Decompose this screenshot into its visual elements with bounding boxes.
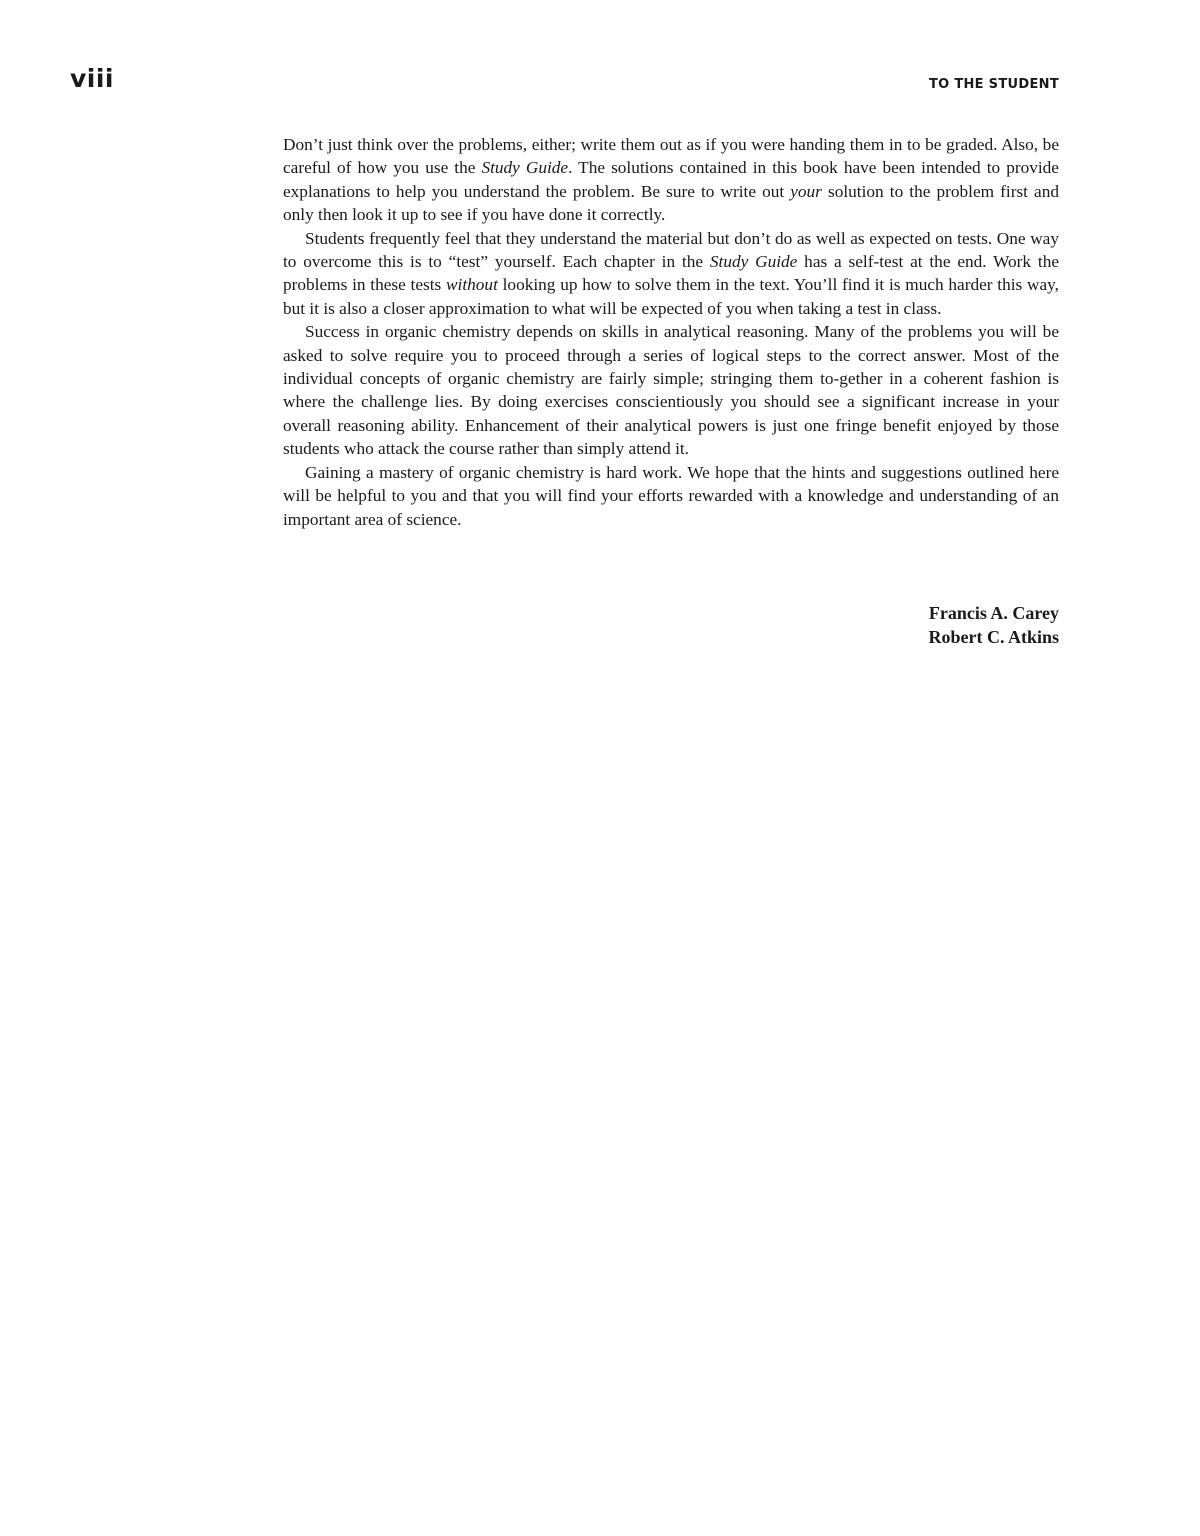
page-number: viii bbox=[70, 64, 115, 93]
body-text bbox=[283, 133, 1059, 531]
italic-text-segment: Study Guide bbox=[709, 252, 798, 272]
signature-block bbox=[928, 602, 1059, 649]
text-segment: looking up how to solve them in the text. You’ll find it is much harder this way, but it is also a closer approximation to what will be expected of you when taking a test in class. bbox=[283, 275, 1059, 318]
text-segment: solution to the problem first and only then look it up to see if you have done it correctly. bbox=[283, 181, 1059, 225]
italic-text-segment: your bbox=[790, 181, 822, 201]
running-header: TO THE STUDENT bbox=[928, 77, 1059, 92]
paragraph bbox=[283, 133, 1059, 227]
text-segment: Gaining a mastery of organic chemistry is hard work. We hope that the hints and suggestions outlined here will be helpful to you and that you will find your efforts rewarded with a knowledge and understanding of an important area of science. bbox=[283, 462, 1059, 529]
paragraph bbox=[283, 320, 1059, 460]
author-name: Francis A. Carey bbox=[928, 603, 1059, 623]
text-segment: Success in organic chemistry depends on skills in analytical reasoning. Many of the problems you will be asked to solve require you to proceed through a series of logical steps to the correct answer. Most of the individual concepts of organic chemistry are fairly simple; stringing them to-gether in a coherent fashion is where the challenge lies. By doing exercises conscientiously you should see a significant increase in your overall reasoning ability. Enhancement of their analytical powers is just one fringe benefit enjoyed by those students who attack the course rather than simply attend it. bbox=[283, 322, 1059, 459]
author-name: Robert C. Atkins bbox=[928, 626, 1059, 647]
italic-text-segment: Study Guide bbox=[481, 158, 569, 178]
paragraph bbox=[283, 227, 1059, 321]
italic-text-segment: without bbox=[446, 275, 498, 295]
text-segment: has a self-test at the end. Work the problems in these tests bbox=[283, 252, 1060, 295]
paragraph bbox=[283, 461, 1059, 531]
text-segment: Students frequently feel that they understand the material but don’t do as well as expected on tests. One way to overcome this is to “test” yourself. Each chapter in the bbox=[283, 228, 1059, 272]
text-segment: Don’t just think over the problems, either; write them out as if you were handing them in to be graded. Also, be careful of how you use the bbox=[283, 135, 1059, 178]
text-segment: . The solutions contained in this book have been intended to provide explanations to help you understand the problem. Be sure to write out bbox=[283, 158, 1059, 201]
